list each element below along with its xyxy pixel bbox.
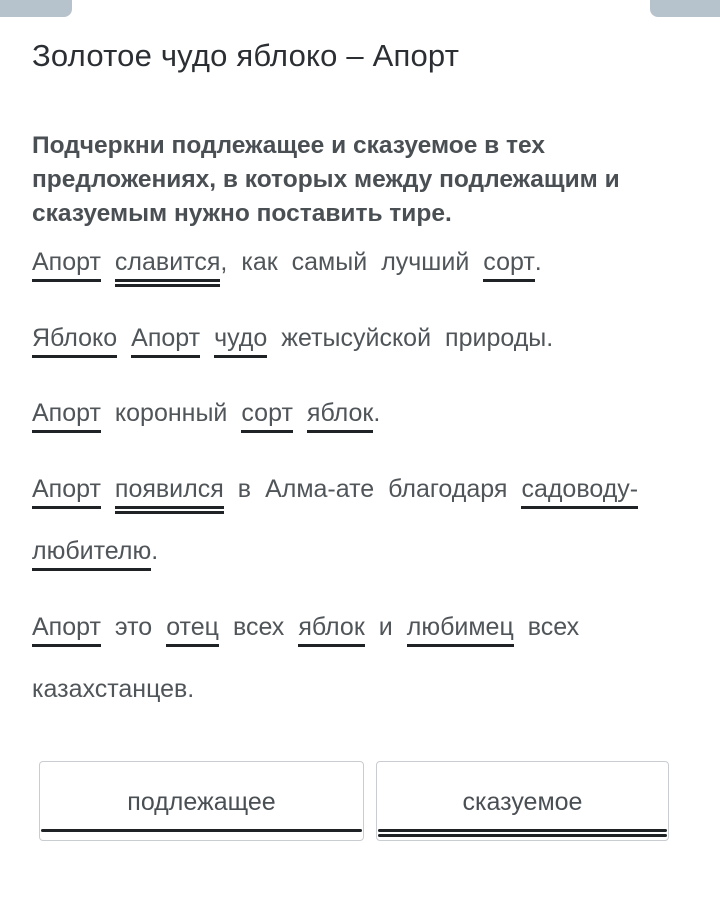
- sentence-2-line-1: [32, 324, 567, 358]
- punctuation: .: [151, 537, 159, 565]
- predicate-button-label: сказуемое: [462, 788, 583, 816]
- page-title: Золотое чудо яблоко – Апорт: [32, 38, 460, 73]
- sentence-4-line-2: [32, 537, 172, 571]
- sentence-3-line-1: [32, 399, 394, 433]
- word-token[interactable]: казахстанцев.: [32, 675, 195, 703]
- word-token[interactable]: природы.: [445, 324, 554, 352]
- subject-button-label: подлежащее: [127, 788, 276, 816]
- word-token[interactable]: сорт: [241, 399, 293, 433]
- word-token[interactable]: садоводу-: [521, 475, 638, 509]
- word-token[interactable]: коронный: [114, 399, 228, 427]
- word-token[interactable]: появился: [115, 475, 224, 514]
- word-token[interactable]: любителю: [32, 537, 151, 571]
- sentence-5-line-2: [32, 675, 208, 704]
- word-token[interactable]: Апорт: [32, 399, 101, 433]
- word-token[interactable]: отец: [166, 613, 219, 647]
- word-token[interactable]: сорт: [483, 248, 535, 282]
- word-token[interactable]: Апорт: [131, 324, 200, 358]
- word-token[interactable]: благодаря: [388, 475, 508, 503]
- word-token[interactable]: как: [241, 248, 278, 276]
- top-left-tab: [0, 0, 72, 17]
- task-instruction: Подчеркни подлежащее и сказуемое в тех предложениях, в которых между подлежащим и сказуемым нужно поставить тире.: [32, 132, 620, 227]
- word-token[interactable]: всех: [232, 613, 285, 641]
- sentence-5-line-1: [32, 613, 593, 647]
- word-token[interactable]: Апорт: [32, 248, 101, 282]
- word-token[interactable]: чудо: [214, 324, 267, 358]
- word-token[interactable]: Апорт: [32, 613, 101, 647]
- word-token[interactable]: славится: [115, 248, 220, 287]
- subject-button[interactable]: [39, 761, 364, 841]
- subject-underline-sample: [41, 829, 362, 832]
- predicate-button[interactable]: [376, 761, 669, 841]
- word-token[interactable]: и: [378, 613, 393, 641]
- word-token[interactable]: самый: [291, 248, 368, 276]
- punctuation: .: [373, 399, 381, 427]
- sentence-4-line-1: [32, 475, 652, 514]
- punctuation: .: [534, 248, 542, 276]
- word-token[interactable]: Апорт: [32, 475, 101, 509]
- word-token[interactable]: в: [237, 475, 252, 503]
- predicate-underline-sample-1: [378, 829, 667, 832]
- sentence-1-line-1: [32, 248, 556, 287]
- word-token[interactable]: лучший: [381, 248, 470, 276]
- predicate-underline-sample-2: [378, 834, 667, 837]
- word-token[interactable]: всех: [527, 613, 580, 641]
- word-token[interactable]: яблок: [298, 613, 364, 647]
- word-token[interactable]: это: [114, 613, 153, 641]
- word-token[interactable]: яблок: [307, 399, 373, 433]
- word-token[interactable]: жетысуйской: [281, 324, 432, 352]
- word-token[interactable]: Алма-ате: [265, 475, 375, 503]
- word-token[interactable]: Яблоко: [32, 324, 117, 358]
- word-token[interactable]: любимец: [407, 613, 514, 647]
- top-right-tab: [650, 0, 720, 17]
- punctuation: ,: [220, 248, 228, 276]
